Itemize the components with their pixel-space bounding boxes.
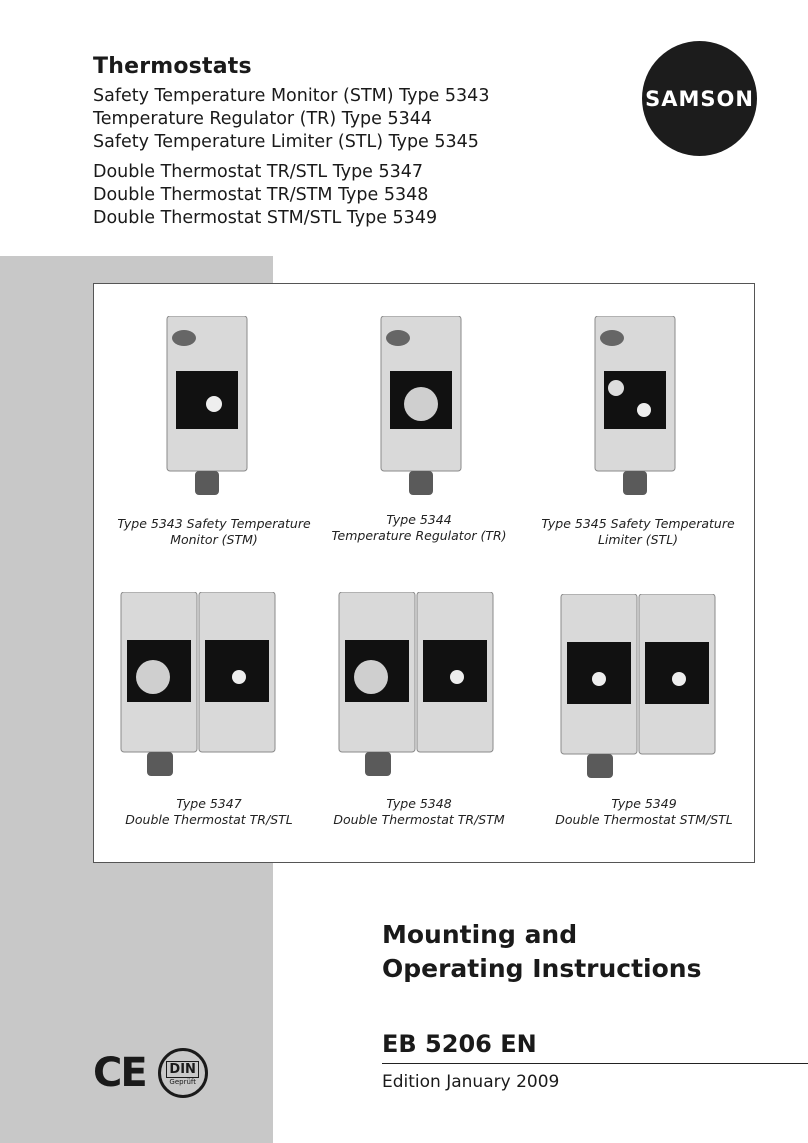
caption-5343: Type 5343 Safety Temperature Monitor (STM) (117, 516, 311, 547)
thermostat-5348-image (337, 592, 497, 777)
caption-5344: Type 5344 Temperature Regulator (TR) (331, 512, 507, 543)
thermostat-5347-image (119, 592, 279, 777)
thermostat-5343-image (162, 316, 252, 496)
thermostat-5349-image (559, 594, 719, 779)
edition-date: Edition January 2009 (382, 1072, 560, 1092)
subtitle-line: Temperature Regulator (TR) Type 5344 (93, 109, 433, 129)
caption-5349: Type 5349 Double Thermostat STM/STL (555, 796, 733, 827)
caption-5345: Type 5345 Safety Temperature Limiter (STL) (541, 516, 735, 547)
divider-line (382, 1063, 808, 1064)
certification-marks (93, 1048, 208, 1098)
thermostat-5344-image (376, 316, 466, 496)
document-number: EB 5206 EN (382, 1030, 537, 1058)
document-title: Thermostats (93, 54, 252, 79)
product-photo-frame (93, 283, 755, 863)
subtitle-line: Safety Temperature Limiter (STL) Type 5345 (93, 132, 479, 152)
caption-5347: Type 5347 Double Thermostat TR/STL (125, 796, 293, 827)
din-mark-icon: DIN Geprüft (158, 1048, 208, 1098)
heading-line-1: Mounting and (382, 920, 578, 949)
subtitle-line: Double Thermostat STM/STL Type 5349 (93, 208, 438, 228)
subtitle-line: Double Thermostat TR/STL Type 5347 (93, 162, 424, 182)
title-block (93, 54, 489, 230)
thermostat-5345-image (590, 316, 680, 496)
ce-mark-icon: CE (93, 1050, 146, 1096)
heading-line-2: Operating Instructions (382, 954, 702, 983)
samson-logo: SAMSON (642, 41, 757, 156)
caption-5348: Type 5348 Double Thermostat TR/STM (333, 796, 505, 827)
subtitle-line: Safety Temperature Monitor (STM) Type 5343 (93, 86, 490, 106)
subtitle-line: Double Thermostat TR/STM Type 5348 (93, 185, 429, 205)
instructions-heading (382, 918, 701, 986)
